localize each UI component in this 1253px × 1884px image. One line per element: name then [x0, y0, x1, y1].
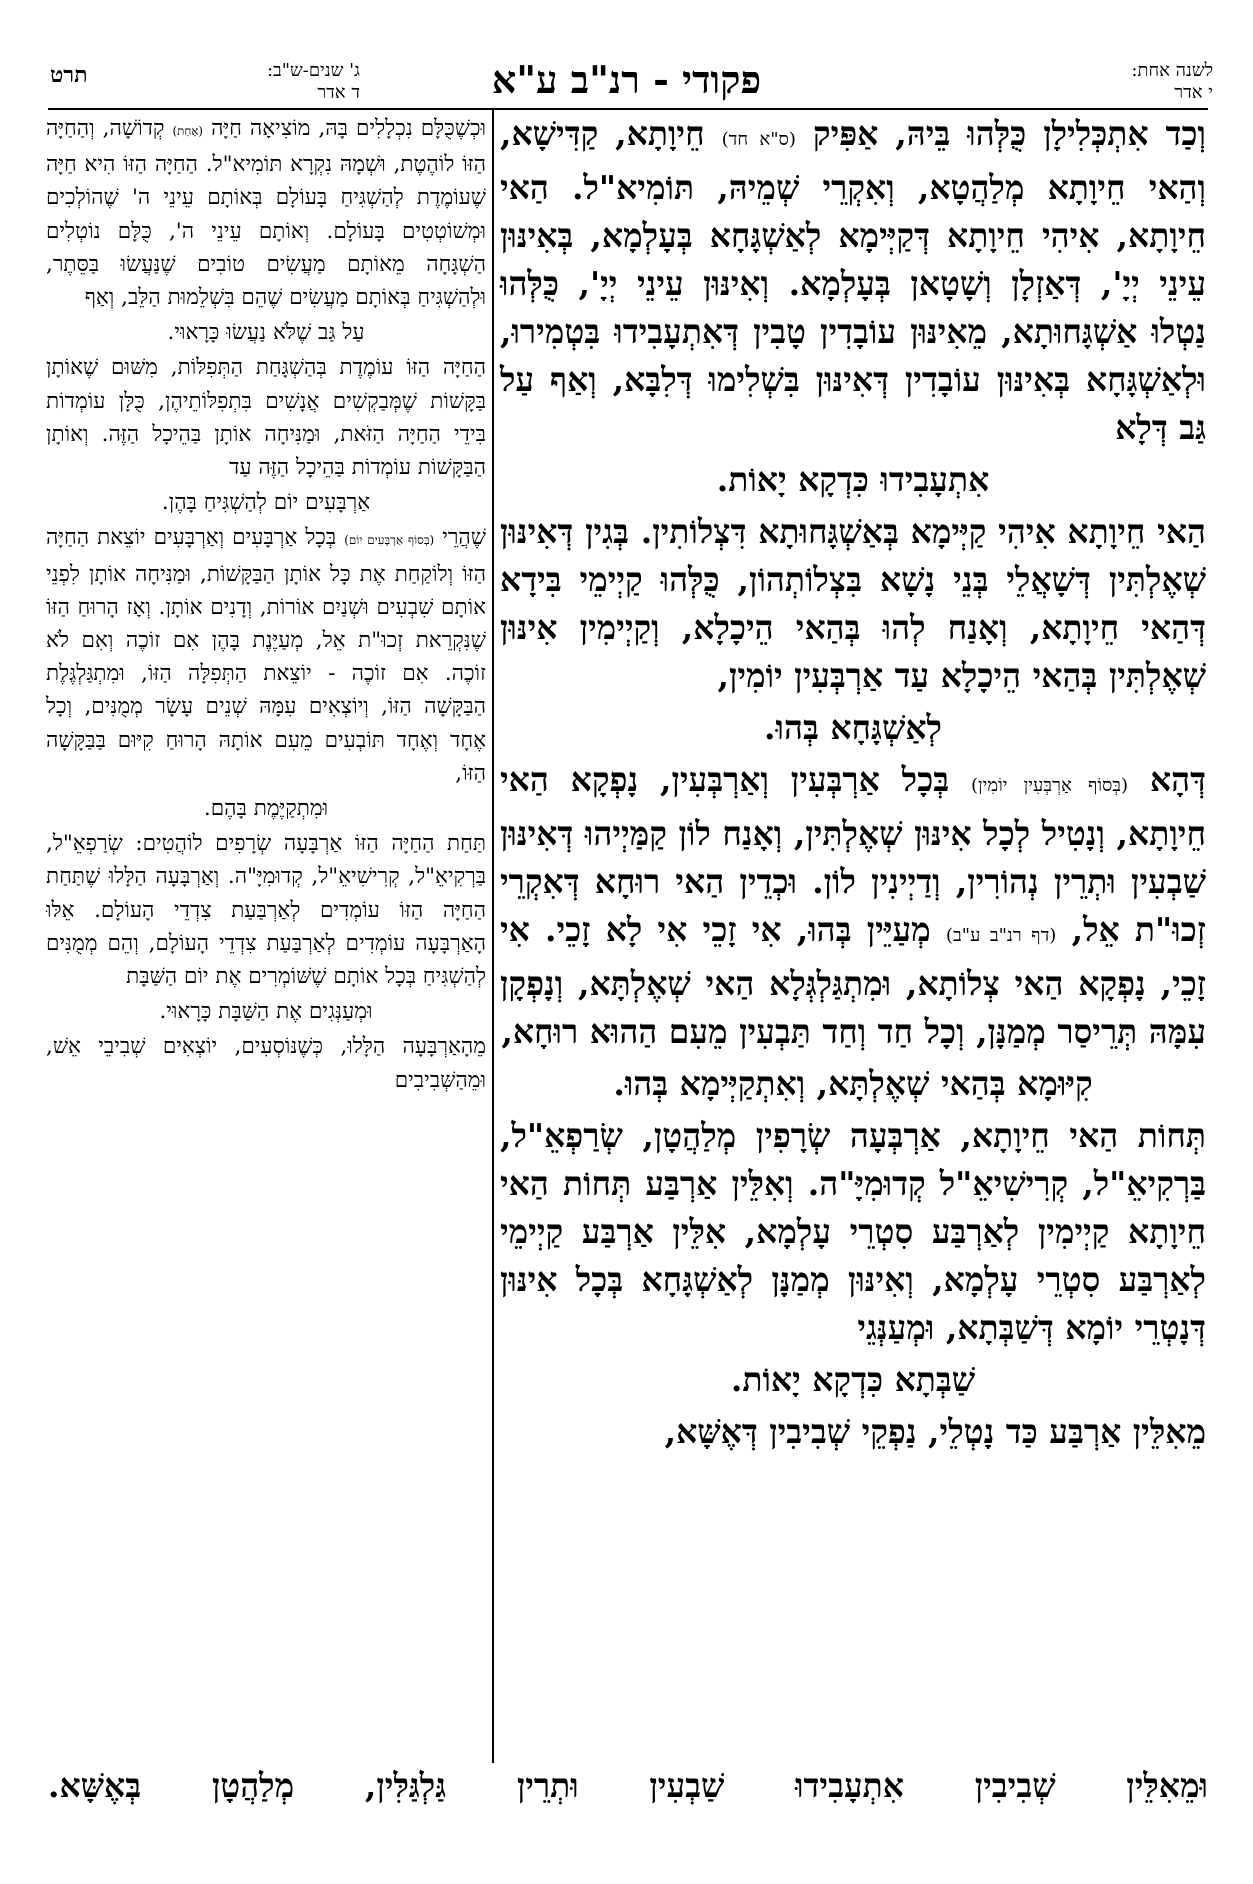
translation-paragraph: וּכְשֶׁכֻּלָּם נִכְלָלִים בָּהּ, מוֹצִיאָה חַיָּה (אַחַת) קְדוֹשָׁה, וְהַחַיָּה הַזּוֹ לוֹהֶטֶת, וּשְׁמָהּ נִקְרָא תּוֹמִיא"ל. הַחַיָּה הַזּוֹ הִיא חַיָּה שֶׁעוֹמֶדֶת לְהַשְׁגִּיחַ בָּעוֹלָם בְּאוֹתָם עֵינֵי ה' שֶׁהוֹלְכִים וּמְשׁוֹטְטִים בָּעוֹלָם. וְאוֹתָם עֵינֵי ה', כֻּלָּם נוֹטְלִים הַשְׁגָּחָה מֵאוֹתָם מַעֲשִׂים טוֹבִים שֶׁנַּעֲשׂוּ בַּסֵּתֶר, וּלְהַשְׁגִּיחַ בְּאוֹתָם מַעֲשִׂים שֶׁהֵם בִּשְׁלֵמוּת הַלֵּב, וְאַף [46, 116, 486, 311]
aramaic-paragraph-end: לְאַשְׁגָּחָא בְּהוּ. [764, 708, 942, 747]
translation-paragraph: מֵהָאַרְבָּעָה הַלָּלוּ, כְּשֶׁנּוֹסְעִים, יוֹצְאִים שְׁבִיבֵי אֵשׁ, וּמֵהַשְּׁבִיבִים [46, 1034, 486, 1093]
variant-note: (אַחַת) [172, 124, 204, 138]
translation-paragraph: הַחַיָּה הַזּוֹ עוֹמֶדֶת בְּהַשְׁגָּחַת הַתְּפִלּוֹת, מִשּׁוּם שֶׁאוֹתָן בַּקָּשׁוֹת שֶׁמְּבַקְשִׁים אֲנָשִׁים בִּתְפִלּוֹתֵיהֶן, כֻּלָּן עוֹמְדוֹת בִּידֵי הַחַיָּה הַזֹּאת, וּמַנִּיחָה אוֹתָן בַּהֵיכָל הַזֶּה. וְאוֹתָן הַבַּקָּשׁוֹת עוֹמְדוֹת בַּהֵיכָל הַזֶּה עַד [46, 355, 486, 481]
three-year-schedule-date: ד אדר [317, 82, 360, 103]
three-year-schedule-label: ג' שנים-ש"ב: [266, 60, 360, 81]
translation-paragraph-end: וּמְעַנְּגִים אֶת הַשַּׁבָּת כָּרָאוּי. [159, 999, 373, 1025]
variant-note: (ס"א חד) [721, 129, 796, 150]
translation-paragraph: שֶׁהֲרֵי (בְּסוֹף אַרְבָּעִים יוֹם) בְּכָל אַרְבָּעִים וְאַרְבָּעִים יוֹצֵאת הַחַיָּה הַזּוֹ וְלוֹקַחַת אֶת כָּל אוֹתָן הַבַּקָּשׁוֹת, וּמַנִּיחָה אוֹתָן לִפְנֵי אוֹתָם שִׁבְעִים וּשְׁנַיִם אוֹרוֹת, וְדָנִים אוֹתָן. וְאָז הָרוּחַ הַזּוֹ שֶׁנִּקְרֵאת זְכוּ"ת אֵל, מְעַיֶּנֶת בָּהֶן אִם זוֹכֶה וְאִם לֹא זוֹכֶה. אִם זוֹכֶה - יוֹצֵאת הַתְּפִלָּה הַזּוֹ, וּמִתְגַּלְגֶּלֶת הַבַּקָּשָׁה הַזּוֹ, וְיוֹצְאִים עִמָּהּ שְׁנֵים עָשָׂר מְמֻנִּים, וְכָל אֶחָד וְאֶחָד תּוֹבְעִים מֵעִם אוֹתָהּ הָרוּחַ קִיּוּם בַּבַּקָּשָׁה הַזּוֹ, [46, 525, 486, 786]
one-year-schedule-label: לשנה אחת: [1131, 60, 1213, 81]
variant-note: (בְּסוֹף אַרְבְּעִין יוֹמִין) [970, 775, 1129, 796]
page-title: פקודי - רנ"ב ע"א [491, 57, 762, 102]
aramaic-paragraph: דְּהָא (בְּסוֹף אַרְבְּעִין יוֹמִין) בְּכָל אַרְבְּעִין וְאַרְבְּעִין, נָפְקָא הַאי חֵיוָתָא, וְנָטִיל לְכָל אִינּוּן שְׁאֶלְתִּין, וְאָנַח לוֹן קַמַּיְיהוּ דְּאִינּוּן שַׁבְעִין וּתְרֵין נְהוֹרִין, וְדַיְינִין לוֹן. וּכְדֵין הַאי רוּחָא דְּאִקְרֵי זְכוּ"ת אֵל, (דף רנ"ב ע"ב) מְעַיֵּין בְּהוּ, אִי זָכֵי אִי לָא זָכֵי. אִי זָכֵי, נָפְקָא הַאי צְלוֹתָא, וּמִתְגַּלְגְּלָא הַאי שְׁאֶלְתָּא, וְנָפְקָן עִמָּהּ תְּרֵיסַר מְמַנָּן, וְכָל חַד וְחַד תַּבְעִין מֵעִם הַהוּא רוּחָא, [500, 760, 1206, 1051]
translation-paragraph: תַּחַת הַחַיָּה הַזּוֹ אַרְבָּעָה שְׂרָפִים לוֹהֲטִים: שְׂרַפְאֵ"ל, בַּרְקִיאֵ"ל, קְרִישִׁיאֵ"ל, קְדוּמִיָּ"ה. וְאַרְבָּעָה הַלָּלוּ שֶׁתַּחַת הַחַיָּה הַזּוֹ עוֹמְדִים לְאַרְבַּעַת צִדְדֵי הָעוֹלָם. אֵלּוּ הָאַרְבָּעָה עוֹמְדִים לְאַרְבַּעַת צִדְדֵי הָעוֹלָם, וְהֵם מְמֻנִּים לְהַשְׁגִּיחַ בְּכָל אוֹתָם שֶׁשּׁוֹמְרִים אֶת יוֹם הַשַּׁבָּת [46, 831, 486, 990]
column-divider [492, 108, 494, 1763]
hebrew-translation-column [46, 112, 486, 1099]
aramaic-paragraph-end: שַׁבְּתָא כִּדְקָא יָאוֹת. [730, 1360, 976, 1399]
aramaic-paragraph: וְכַד אִתְכְּלִילָן כֻּלְּהוּ בֵּיהּ, אַפִּיק (ס"א חד) חֵיוָתָא, קַדִּישָׁא, וְהַאי חֵיוָתָא מְלַהֲטָא, וְאִקְרֵי שְׁמֵיהּ, תּוֹמִיא"ל. הַאי חֵיוָתָא, אִיהִי חֵיוָתָא דְּקַיְּימָא לְאַשְׁגָּחָא בְּעָלְמָא, בְּאִינּוּן עֵינֵי יְיָ', דְּאַזְלָן וְשָׁטָאן בְּעָלְמָא. וְאִינּוּן עֵינֵי יְיָ', כֻּלְּהוּ נַטְלוּ אַשְׁגָּחוּתָא, מֵאִינּוּן עוֹבָדִין טָבִין דְּאִתְעָבִידוּ בִּטְמִירוּ, וּלְאַשְׁגָּחָא בְּאִינּוּן עוֹבָדִין דְּאִינּוּן בִּשְׁלִימוּ דְּלִבָּא, וְאַף עַל גַּב דְּלָא [500, 114, 1206, 447]
translation-paragraph-end: וּמִתְקַיֶּמֶת בָּהֶם. [203, 796, 329, 822]
aramaic-column [500, 110, 1206, 1460]
one-year-schedule-date: י אדר [1174, 82, 1213, 103]
bottom-line: וּמֵאִלֵּין שְׁבִיבִין אִתְעָבִידוּ שַׁבְעִין וּתְרֵין גַּלְגַּלִּין, מְלַהֲטָן בְּאֶשָּׁא. [48, 1766, 1208, 1805]
aramaic-paragraph-end: קִיּוּמָא בְּהַאי שְׁאֶלְתָּא, וְאִתְקַיְּימָא בְּהוּ. [613, 1064, 1093, 1103]
translation-paragraph-end: אַרְבָּעִים יוֹם לְהַשְׁגִּיחַ בָּהֶן. [161, 490, 371, 516]
aramaic-paragraph: מֵאִלֵּין אַרְבַּע כַּד נָטְלֵי, נַפְקֵי שְׁבִיבִין דְּאֶשָּׁא, [664, 1412, 1206, 1451]
aramaic-paragraph: הַאי חֵיוָתָא אִיהִי קַיְּימָא בְּאַשְׁגָּחוּתָא דִּצְלוֹתִין. בְּגִין דְּאִינּוּן שְׁאֶלְתִּין דְּשָׁאֲלֵי בְּנֵי נָשָׁא בִּצְלוֹתְהוֹן, כֻּלְּהוּ קַיְימֵי בִּידָא דְּהַאי חֵיוָתָא, וְאָנַח לְהוּ בְּהַאי הֵיכָלָא, וְקַיְימִין אִינּוּן שְׁאֶלְתִּין בְּהַאי הֵיכָלָא עַד אַרְבְּעִין יוֹמִין, [500, 512, 1206, 695]
aramaic-paragraph-end: אִתְעָבִידוּ כִּדְקָא יָאוֹת. [716, 460, 990, 499]
folio-number: תרט [50, 62, 88, 88]
variant-note: (בְּסוֹף אַרְבָּעִים יוֹם) [344, 533, 435, 548]
aramaic-paragraph: תְּחוֹת הַאי חֵיוָתָא, אַרְבְּעָה שְׂרָפִין מְלַהֲטָן, שְׂרַפְאֵ"ל, בַּרְקִיאֵ"ל, קְרִישִׁיאֵ"ל קְדוּמִיָּ"ה. וְאִלֵּין אַרְבַּע תְּחוֹת הַאי חֵיוָתָא קַיְימִין לְאַרְבַּע סִטְרֵי עָלְמָא, אִלֵּין אַרְבַּע קַיְימֵי לְאַרְבַּע סִטְרֵי עָלְמָא, וְאִינּוּן מְמַנָּן לְאַשְׁגָּחָא בְּכָל אִינּוּן דְּנָטְרֵי יוֹמָא דְּשַׁבְּתָא, וּמְעַנְּגֵי [500, 1116, 1206, 1347]
folio-reference: (דף רנ"ב ע"ב) [945, 925, 1057, 946]
translation-paragraph-end: עַל גַּב שֶׁלֹּא נַעֲשׂוּ כָּרָאוּי. [167, 320, 365, 346]
